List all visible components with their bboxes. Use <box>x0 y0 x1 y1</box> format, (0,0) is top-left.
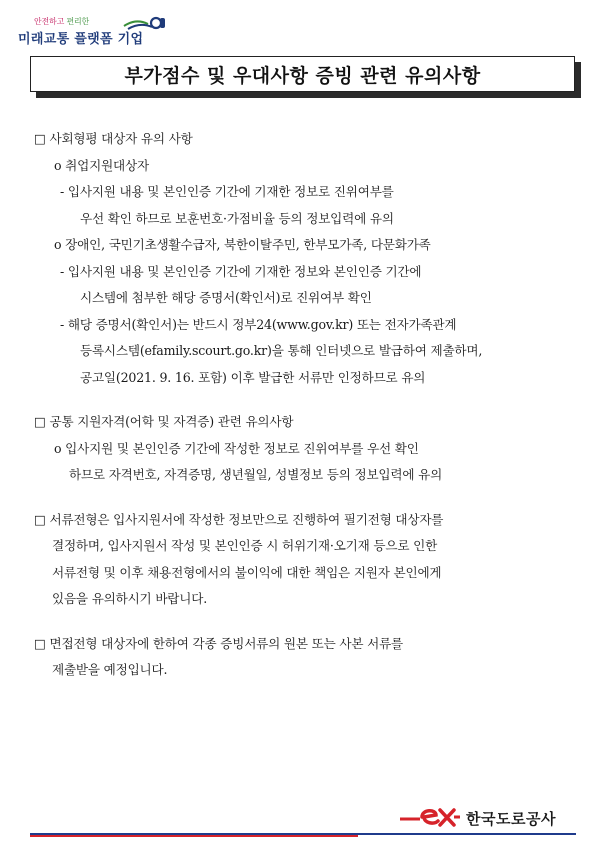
list-item: o 입사지원 및 본인인증 기간에 작성한 정보로 진위여부를 우선 확인 <box>54 440 419 456</box>
list-item-continued: 우선 확인 하므로 보훈번호·가점비율 등의 정보입력에 유의 <box>80 210 394 226</box>
paragraph-line: 제출받을 예정입니다. <box>52 662 168 677</box>
logo-slogan <box>34 16 89 27</box>
section-spacer <box>34 391 579 409</box>
list-item: - 입사지원 내용 및 본인인증 기간에 기재한 정보와 본인인증 기간에 <box>60 263 422 279</box>
paragraph-line: □ 서류전형은 입사지원서에 작성한 정보만으로 진행하여 필기전형 대상자를 <box>34 511 444 527</box>
section-spacer <box>34 613 579 631</box>
title-banner <box>30 56 581 98</box>
brand-name: 미래교통 플랫폼 기업 <box>18 32 144 47</box>
paragraph-line: 서류전형 및 이후 채용전형에서의 불이익에 대한 책임은 지원자 본인에게 <box>52 564 442 580</box>
list-item-continued: 등록시스템(efamily.scourt.go.kr)을 통해 인터넷으로 발급하여 제출하며, <box>80 343 483 358</box>
footer-divider <box>30 833 576 836</box>
slogan-part1: 안전하고 <box>34 17 67 26</box>
list-item: - 해당 증명서(확인서)는 반드시 정부24(www.gov.kr) 또는 전자가족관계 <box>60 316 457 332</box>
list-item-continued: 공고일(2021. 9. 16. 포함) 이후 발급한 서류만 인정하므로 유의 <box>80 369 426 385</box>
ex-logo-icon <box>398 805 462 829</box>
list-item: o 장애인, 국민기초생활수급자, 북한이탈주민, 한부모가족, 다문화가족 <box>54 237 431 252</box>
paragraph-line: 있음을 유의하시기 바랍니다. <box>52 591 207 606</box>
footer-divider-red <box>30 835 358 837</box>
section-heading: □ 사회형평 대상자 유의 사항 <box>34 131 193 146</box>
notice-body <box>34 126 579 684</box>
org-name: 한국도로공사 <box>466 810 556 828</box>
section-heading: □ 공통 지원자격(어학 및 자격증) 관련 유의사항 <box>34 414 294 429</box>
paragraph-line: □ 면접전형 대상자에 한하여 각종 증빙서류의 원본 또는 사본 서류를 <box>34 635 403 651</box>
title-box <box>30 56 575 92</box>
list-item-continued: 시스템에 첨부한 해당 증명서(확인서)로 진위여부 확인 <box>80 290 372 305</box>
paragraph-line: 결정하며, 입사지원서 작성 및 본인인증 시 허위기재·오기재 등으로 인한 <box>52 538 438 553</box>
brand-logo <box>18 14 178 48</box>
page-title: 부가점수 및 우대사항 증빙 관련 유의사항 <box>124 64 481 87</box>
list-item: o 취업지원대상자 <box>54 157 149 173</box>
slogan-part2: 편리한 <box>66 17 90 26</box>
section-spacer <box>34 489 579 507</box>
list-item: - 입사지원 내용 및 본인인증 기간에 기재한 정보로 진위여부를 <box>60 184 394 199</box>
list-item-continued: 하므로 자격번호, 자격증명, 생년월일, 성별정보 등의 정보입력에 유의 <box>69 467 443 482</box>
footer-logo <box>398 805 568 831</box>
